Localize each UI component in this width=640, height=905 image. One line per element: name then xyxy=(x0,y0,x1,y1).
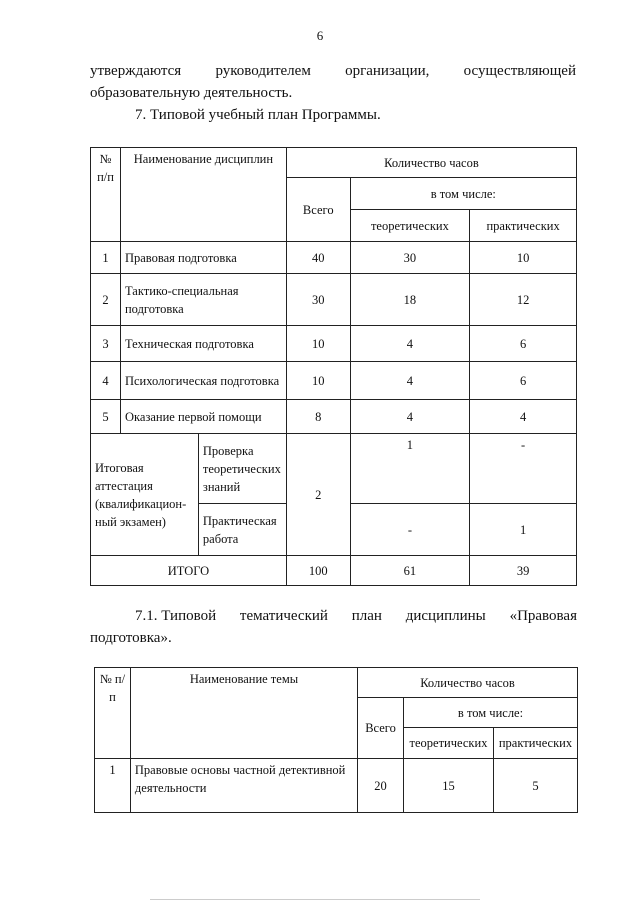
row-total: 30 xyxy=(286,274,350,326)
final-exam-label: Итоговая аттестация (квалификацион-ный экзамен) xyxy=(91,434,199,556)
row-total: 20 xyxy=(358,759,404,813)
row-practice: 5 xyxy=(493,759,577,813)
page-bottom-divider xyxy=(150,899,480,900)
intro-paragraph xyxy=(90,60,576,104)
table-row xyxy=(91,362,577,400)
col-header-topic: Наименование темы xyxy=(130,668,357,759)
thematic-plan-table xyxy=(94,667,578,813)
row-num: 1 xyxy=(91,242,121,274)
row-theory: 4 xyxy=(350,326,470,362)
row-discipline: Оказание первой помощи xyxy=(120,400,286,434)
summary-theory: 61 xyxy=(350,556,470,586)
table-row-summary xyxy=(91,556,577,586)
row-practice: 6 xyxy=(470,326,577,362)
final-exam-sub2-practice: 1 xyxy=(470,504,577,556)
table-row xyxy=(91,242,577,274)
row-total: 40 xyxy=(286,242,350,274)
final-exam-sub1-theory: 1 xyxy=(350,434,470,504)
row-discipline: Психологическая подготовка xyxy=(120,362,286,400)
intro-word: утверждаются xyxy=(90,63,182,79)
table-row xyxy=(91,274,577,326)
final-exam-sub-theory-check: Проверка теоретических знаний xyxy=(198,434,286,504)
row-num: 5 xyxy=(91,400,121,434)
row-num: 3 xyxy=(91,326,121,362)
row-discipline: Правовая подготовка xyxy=(120,242,286,274)
row-theory: 30 xyxy=(350,242,470,274)
row-total: 10 xyxy=(286,326,350,362)
heading-word: план xyxy=(351,608,382,624)
col-header-theory: теоретических xyxy=(350,210,470,242)
summary-label: ИТОГО xyxy=(91,556,287,586)
col-header-practice: практических xyxy=(493,728,577,759)
row-total: 8 xyxy=(286,400,350,434)
final-exam-sub2-theory: - xyxy=(350,504,470,556)
col-header-practice: практических xyxy=(470,210,577,242)
col-header-total: Всего xyxy=(286,178,350,242)
heading-line-2: подготовка». xyxy=(90,630,172,646)
curriculum-table xyxy=(90,147,577,586)
intro-word: организации, xyxy=(345,63,430,79)
summary-practice: 39 xyxy=(470,556,577,586)
section-7-1-heading xyxy=(90,605,577,649)
intro-word: осуществляющей xyxy=(463,63,576,79)
table-row xyxy=(95,759,578,813)
col-header-including: в том числе: xyxy=(350,178,576,210)
row-num: 2 xyxy=(91,274,121,326)
heading-word: «Правовая xyxy=(509,608,577,624)
row-discipline: Техническая подготовка xyxy=(120,326,286,362)
table-row xyxy=(91,400,577,434)
final-exam-sub1-practice: - xyxy=(470,434,577,504)
col-header-theory: теоретических xyxy=(404,728,494,759)
table-row xyxy=(91,326,577,362)
col-header-name: Наименование дисциплин xyxy=(120,148,286,242)
row-theory: 4 xyxy=(350,400,470,434)
summary-total: 100 xyxy=(286,556,350,586)
final-exam-sub-practical-work: Практическая работа xyxy=(198,504,286,556)
col-header-including: в том числе: xyxy=(404,698,578,728)
intro-word: руководителем xyxy=(215,63,311,79)
row-practice: 6 xyxy=(470,362,577,400)
col-header-total: Всего xyxy=(358,698,404,759)
intro-line-2: образовательную деятельность. xyxy=(90,85,293,101)
heading-word: 7.1. Типовой xyxy=(135,608,217,624)
row-theory: 18 xyxy=(350,274,470,326)
row-num: 4 xyxy=(91,362,121,400)
heading-word: тематический xyxy=(239,608,328,624)
row-practice: 4 xyxy=(470,400,577,434)
row-theory: 4 xyxy=(350,362,470,400)
row-num: 1 xyxy=(95,759,131,813)
col-header-hours: Количество часов xyxy=(358,668,578,698)
table-row-final-exam xyxy=(91,434,577,504)
row-total: 10 xyxy=(286,362,350,400)
heading-word: дисциплины xyxy=(405,608,486,624)
row-topic: Правовые основы частной детективной деятельности xyxy=(130,759,357,813)
col-header-num: № п/п xyxy=(95,668,131,759)
section-7-heading: 7. Типовой учебный план Программы. xyxy=(135,107,381,123)
row-discipline: Тактико-специальная подготовка xyxy=(120,274,286,326)
row-theory: 15 xyxy=(404,759,494,813)
final-exam-total: 2 xyxy=(286,434,350,556)
col-header-hours: Количество часов xyxy=(286,148,576,178)
page-number: 6 xyxy=(316,28,324,43)
row-practice: 10 xyxy=(470,242,577,274)
row-practice: 12 xyxy=(470,274,577,326)
col-header-num: № п/п xyxy=(91,148,121,242)
